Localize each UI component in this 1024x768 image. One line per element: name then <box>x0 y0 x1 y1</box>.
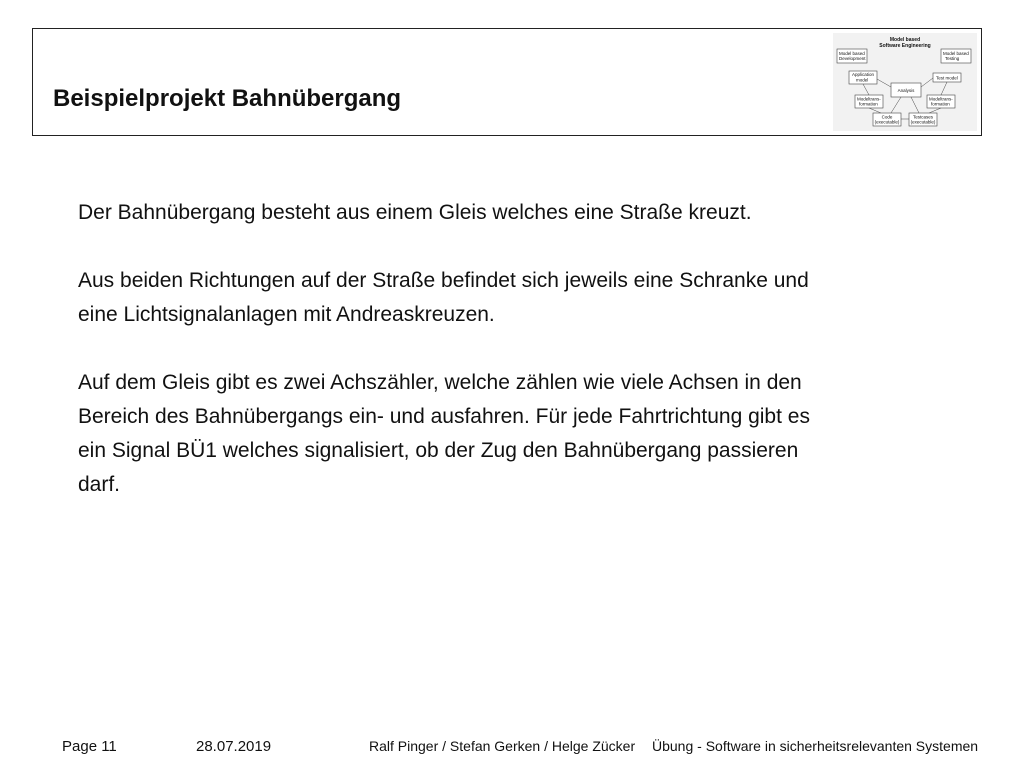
mbse-diagram <box>833 33 977 131</box>
slide-header <box>32 28 982 136</box>
node-analysis-label: Analysis <box>897 88 915 93</box>
diagram-title-line1: Model based <box>889 37 921 43</box>
node-development-line2: Development <box>839 56 866 61</box>
slide-title: Beispielprojekt Bahnübergang <box>53 85 402 112</box>
node-mt-right-line2: formation <box>931 101 950 107</box>
slide-body <box>78 196 988 536</box>
paragraph-1 <box>78 196 988 230</box>
node-code-line2: (executable) <box>874 119 900 125</box>
node-code-line1: Code <box>881 114 893 120</box>
node-development-line1: Model based <box>839 51 865 56</box>
paragraph-3-line-2: Bereich des Bahnübergangs ein- und ausfahren. Für jede Fahrtrichtung gibt es <box>78 405 810 428</box>
node-mt-left-line1: Modeltrans- <box>857 96 881 102</box>
footer-date: 28.07.2019 <box>196 738 272 755</box>
node-testcases-line2: (executable) <box>910 119 936 125</box>
footer-course: Übung - Software in sicherheitsrelevanten Systemen <box>652 738 979 754</box>
paragraph-2 <box>78 264 988 332</box>
paragraph-1-line-1: Der Bahnübergang besteht aus einem Gleis welches eine Straße kreuzt. <box>78 201 752 224</box>
footer-page-number: Page 11 <box>62 738 117 755</box>
node-testcases-line1: Testcases <box>912 114 934 120</box>
paragraph-3-line-3: ein Signal BÜ1 welches signalisiert, ob der Zug den Bahnübergang passieren <box>78 439 799 462</box>
node-testing-line1: Model based <box>943 51 969 56</box>
node-testing-line2: Testing <box>945 56 960 61</box>
paragraph-3-line-1: Auf dem Gleis gibt es zwei Achszähler, welche zählen wie viele Achsen in den <box>78 371 802 394</box>
paragraph-2-line-2: eine Lichtsignalanlagen mit Andreaskreuzen. <box>78 303 495 326</box>
node-mt-right-line1: Modeltrans- <box>929 96 953 102</box>
diagram-title-line2: Software Engineering <box>879 43 931 49</box>
node-application-line1: Application <box>852 72 875 77</box>
node-test-model-label: Test model <box>936 75 958 81</box>
paragraph-3-line-4: darf. <box>78 473 121 496</box>
footer-authors: Ralf Pinger / Stefan Gerken / Helge Zücker <box>369 738 636 754</box>
paragraph-2-line-1: Aus beiden Richtungen auf der Straße befindet sich jeweils eine Schranke und <box>78 269 809 292</box>
paragraph-3 <box>78 366 988 502</box>
node-application-line2: model <box>856 77 869 83</box>
node-mt-left-line2: formation <box>859 101 878 107</box>
